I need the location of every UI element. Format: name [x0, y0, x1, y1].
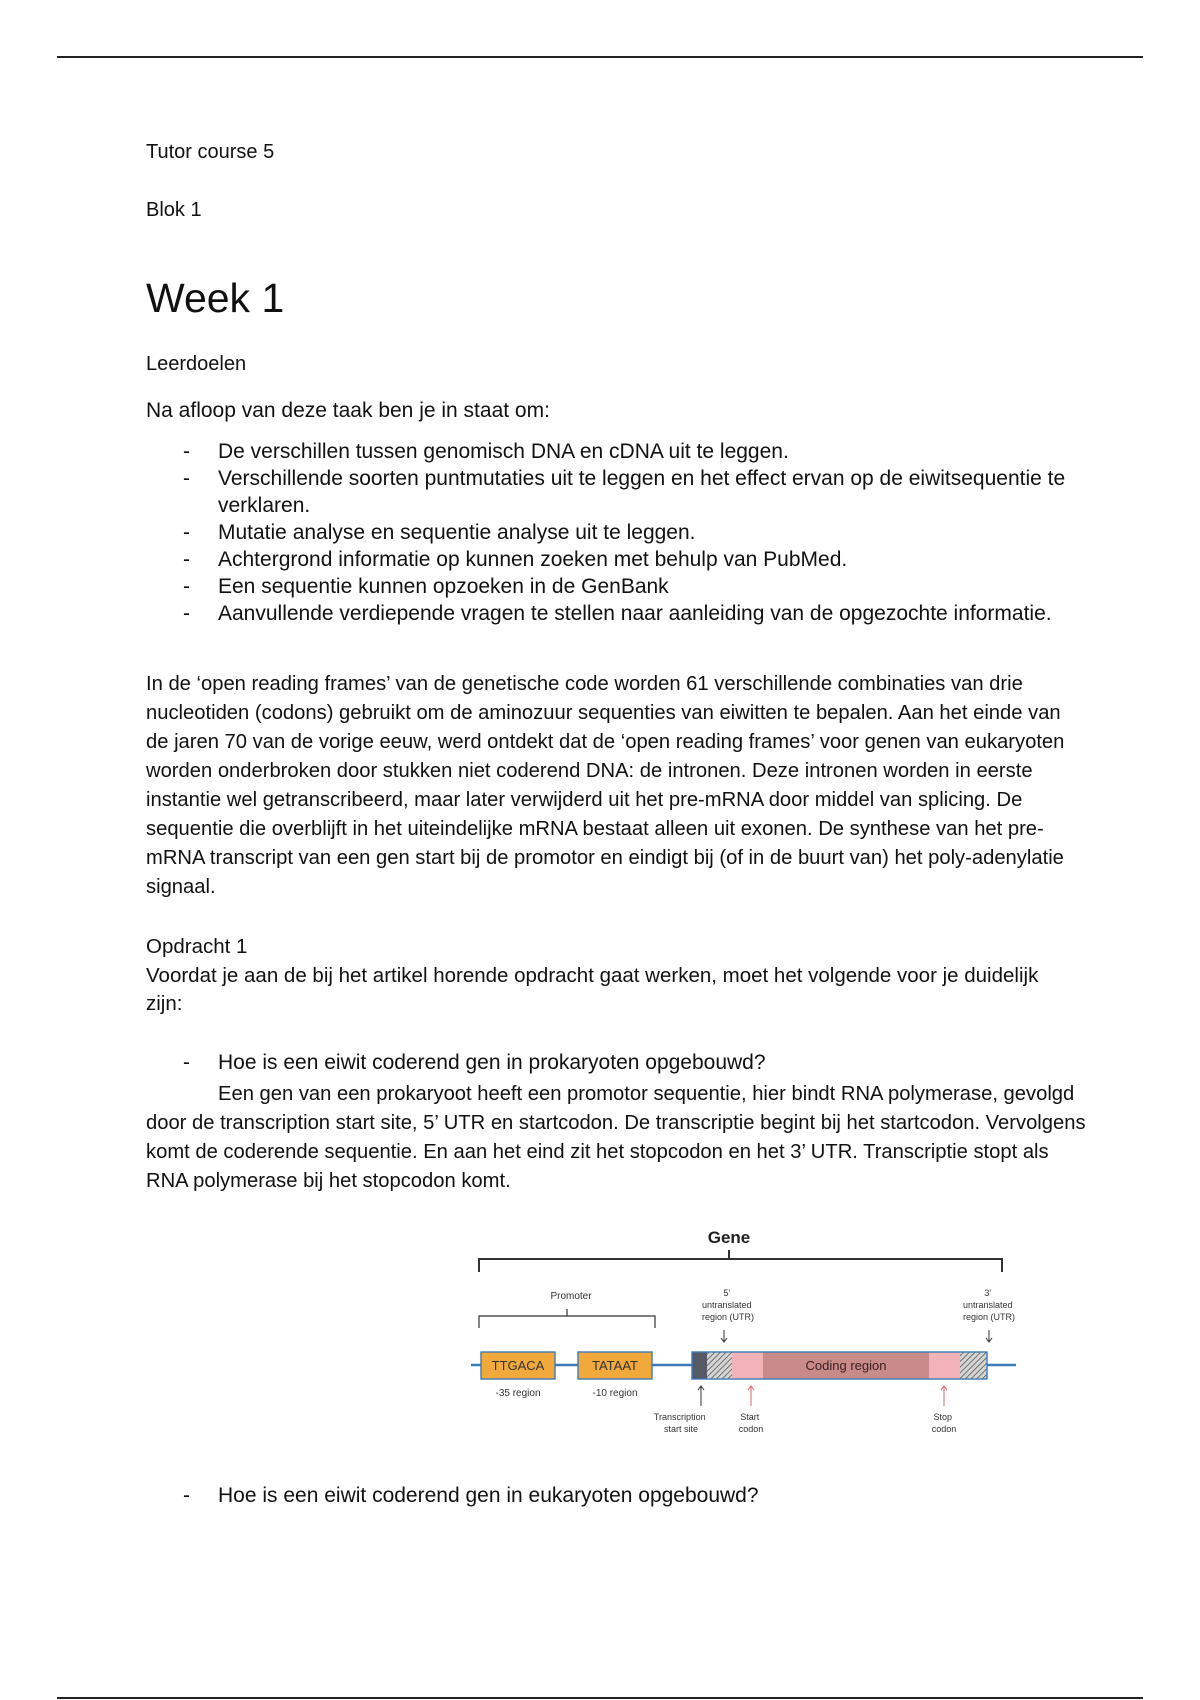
list-item: - Een sequentie kunnen opzoeken in de GenBank	[146, 573, 1066, 600]
assignment-title: Opdracht 1	[146, 935, 248, 958]
stop-codon-label-line: codon	[931, 1424, 957, 1434]
svg-text:Stop codon	[932, 1412, 957, 1434]
utr5-label-line: region (UTR)	[701, 1312, 755, 1322]
course-title: Tutor course 5	[146, 141, 275, 163]
question-list	[146, 1049, 1066, 1076]
stop-codon-arrow	[941, 1386, 947, 1406]
list-item: - Mutatie analyse en sequentie analyse uit te leggen.	[146, 519, 1066, 546]
question-item: - Hoe is een eiwit coderend gen in prokaryoten opgebouwd?	[146, 1049, 1066, 1076]
svg-text:Start codon	[739, 1412, 764, 1434]
svg-text:5' untranslated re	[702, 1288, 754, 1322]
tss-label-line: start site	[663, 1424, 699, 1434]
block-title: Blok 1	[146, 199, 202, 221]
promoter-label: Promoter	[550, 1291, 592, 1302]
region-35-label: -35 region	[495, 1388, 541, 1399]
week-heading: Week 1	[146, 275, 285, 321]
start-codon-label-line: Start	[740, 1412, 760, 1422]
list-item: - Aanvullende verdiepende vragen te stellen naar aanleiding van de opgezochte informatie.	[146, 600, 1066, 627]
utr5-label-line: 5'	[723, 1288, 731, 1298]
start-codon-arrow	[748, 1386, 754, 1406]
tss-label-line: Transcription	[653, 1412, 706, 1422]
utr5-hatch	[707, 1352, 732, 1379]
learning-goals-intro: Na afloop van deze taak ben je in staat om:	[146, 399, 550, 422]
assignment-intro: Voordat je aan de bij het artikel horende opdracht gaat werken, moet het volgende voor je duidelijk zijn:	[146, 964, 1039, 1015]
start-codon-block	[732, 1352, 763, 1379]
tss-block	[692, 1352, 707, 1379]
stop-codon-label-line: Stop	[933, 1412, 952, 1422]
bottom-rule	[57, 1697, 1143, 1699]
svg-text:3' untranslated re	[963, 1288, 1015, 1322]
learning-goals-list	[146, 438, 1066, 627]
answer-paragraph: Een gen van een prokaryoot heeft een promotor sequentie, hier bindt RNA polymerase, gevolgd door de transcription start site, 5’ UTR en startcodon. De transcriptie begint bij het startcodon. Vervolgens komt de coderende sequentie. En aan het eind zit het stopcodon en het 3’ UTR. Transcriptie stopt als RNA polymerase bij het stopcodon komt.	[146, 1083, 1086, 1192]
box-35-label: TTGACA	[491, 1358, 545, 1373]
utr3-label-line: untranslated	[962, 1300, 1013, 1310]
svg-text:Transcription start site	[654, 1412, 708, 1434]
question-list	[146, 1482, 1066, 1509]
body-paragraph: In de ‘open reading frames’ van de genetische code worden 61 verschillende combinaties van drie nucleotiden (codons) gebruikt om de aminozuur sequenties van eiwitten te bepalen. Aan het einde van de jaren 70 van de vorige eeuw, werd ontdekt dat de ‘open reading frames’ voor genen van eukaryoten worden onderbroken door stukken niet coderend DNA: de intronen. Deze intronen worden in eerste instantie wel getranscribeerd, maar later verwijderd uit het pre-mRNA door middel van splicing. De sequentie die overblijft in het uiteindelijke mRNA bestaat alleen uit exonen. De synthese van het pre-mRNA transcript van een gen start bij de promotor en eindigt bij (of in de buurt van) het poly-adenylatie signaal.	[146, 673, 1065, 898]
region-10-label: -10 region	[592, 1388, 638, 1399]
utr3-arrow	[986, 1330, 992, 1342]
promoter-bracket	[479, 1309, 655, 1328]
tss-arrow	[698, 1386, 704, 1406]
start-codon-label-line: codon	[738, 1424, 764, 1434]
list-item: - Verschillende soorten puntmutaties uit te leggen en het effect ervan op de eiwitsequentie te verklaren.	[146, 465, 1066, 519]
top-rule	[57, 56, 1143, 58]
gene-structure-figure	[326, 1220, 1016, 1440]
gene-label: Gene	[707, 1228, 751, 1247]
list-item: - De verschillen tussen genomisch DNA en cDNA uit te leggen.	[146, 438, 1066, 465]
box-10-label: TATAAT	[592, 1358, 638, 1373]
utr3-label-line: region (UTR)	[962, 1312, 1016, 1322]
learning-goals-heading: Leerdoelen	[146, 353, 247, 375]
utr5-arrow	[721, 1330, 727, 1342]
utr3-hatch	[960, 1352, 987, 1379]
gene-bracket	[479, 1250, 1002, 1272]
utr3-label-line: 3'	[984, 1288, 992, 1298]
utr5-label-line: untranslated	[701, 1300, 752, 1310]
stop-codon-block	[929, 1352, 960, 1379]
question-item: - Hoe is een eiwit coderend gen in eukaryoten opgebouwd?	[146, 1482, 1066, 1509]
list-item: - Achtergrond informatie op kunnen zoeken met behulp van PubMed.	[146, 546, 1066, 573]
coding-region-label: Coding region	[805, 1358, 887, 1373]
